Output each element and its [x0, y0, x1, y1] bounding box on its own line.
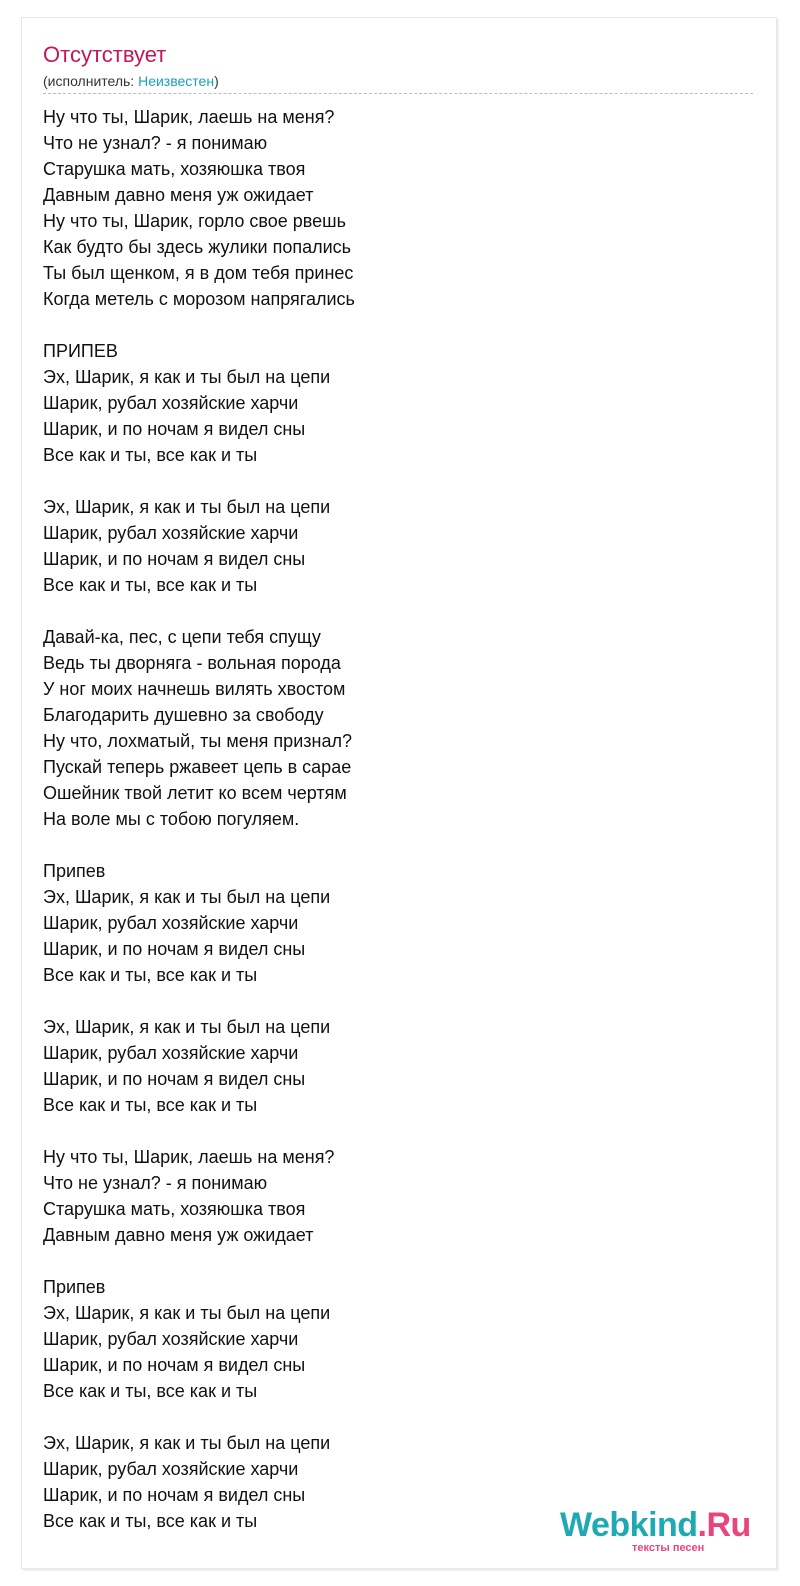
- song-title: Отсутствует: [43, 42, 167, 67]
- logo-wordmark: [560, 1506, 751, 1544]
- artist-prefix: (исполнитель:: [43, 73, 139, 89]
- dashed-divider: [43, 93, 753, 94]
- lyrics-text: Ну что ты, Шарик, лаешь на меня? Что не узнал? - я понимаю Старушка мать, хозяюшка твоя Давным давно меня уж ожидает Ну что ты, Шарик, горло свое рвешь Как будто бы здесь жулики попались Ты был щенком, я в дом тебя принес Когда метель с морозом напрягались ПРИПЕВ Эх, Шарик, я как и ты был на цепи Шарик, рубал хозяйские харчи Шарик, и по ночам я видел сны Все как и ты, все как и ты Эх, Шарик, я как и ты был на цепи Шарик, рубал хозяйские харчи Шарик, и по ночам я видел сны Все как и ты, все как и ты Давай-ка, пес, с цепи тебя спущу Ведь ты дворняга - вольная порода У ног моих начнешь вилять хвостом Благодарить душевно за свободу Ну что, лохматый, ты меня признал? Пускай теперь ржавеет цепь в сарае Ошейник твой летит ко всем чертям На воле мы с тобою погуляем. Припев Эх, Шарик, я как и ты был на цепи Шарик, рубал хозяйские харчи Шарик, и по ночам я видел сны Все как и ты, все как и ты Эх, Шарик, я как и ты был на цепи Шарик, рубал хозяйские харчи Шарик, и по ночам я видел сны Все как и ты, все как и ты Ну что ты, Шарик, лаешь на меня? Что не узнал? - я понимаю Старушка мать, хозяюшка твоя Давным давно меня уж ожидает Припев Эх, Шарик, я как и ты был на цепи Шарик, рубал хозяйские харчи Шарик, и по ночам я видел сны Все как и ты, все как и ты Эх, Шарик, я как и ты был на цепи Шарик, рубал хозяйские харчи Шарик, и по ночам я видел сны Все как и ты, все как и ты: [43, 107, 355, 1531]
- logo-word: Webkind: [560, 1506, 698, 1544]
- site-logo[interactable]: [560, 1506, 760, 1556]
- lyrics-card: [22, 18, 776, 1568]
- artist-line: [43, 72, 219, 90]
- logo-tld: .Ru: [697, 1506, 751, 1544]
- logo-tagline: тексты песен: [632, 1542, 705, 1554]
- artist-link[interactable]: Неизвестен: [138, 73, 215, 89]
- artist-suffix: ): [214, 73, 219, 89]
